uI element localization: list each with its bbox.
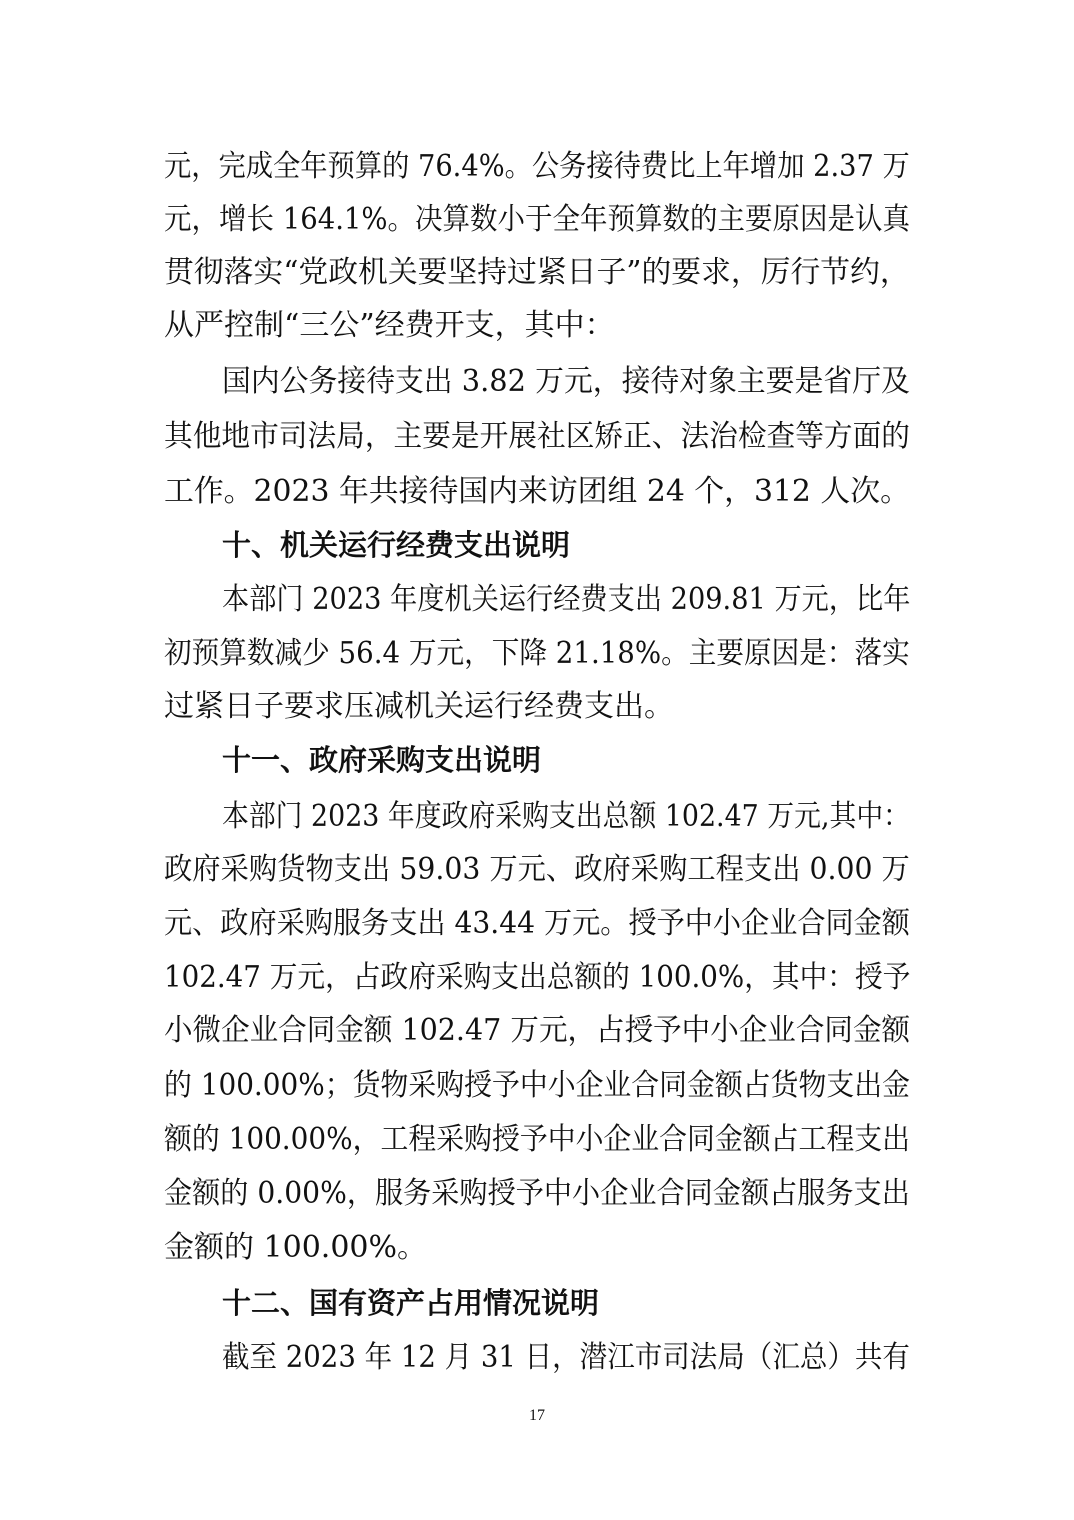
text-line: 贯彻落实“党政机关要坚持过紧日子”的要求，厉行节约， — [164, 255, 910, 290]
text-line: 初预算数减少 56.4 万元，下降 21.18%。主要原因是：落实 — [164, 636, 910, 671]
text-line: 额的 100.00%，工程采购授予中小企业合同金额占工程支出 — [164, 1122, 911, 1157]
text-line: 政府采购货物支出 59.03 万元、政府采购工程支出 0.00 万 — [164, 852, 910, 887]
text-line: 元、政府采购服务支出 43.44 万元。授予中小企业合同金额 — [164, 906, 910, 941]
page-number: 17 — [529, 1407, 545, 1424]
text-line: 其他地市司法局，主要是开展社区矫正、法治检查等方面的 — [164, 419, 910, 454]
text-line: 小微企业合同金额 102.47 万元，占授予中小企业合同金额 — [164, 1013, 911, 1048]
section-heading: 十一、政府采购支出说明 — [222, 743, 542, 777]
paragraph-start-line: 本部门 2023 年度机关运行经费支出 209.81 万元，比年 — [222, 582, 911, 617]
text-line: 工作。2023 年共接待国内来访团组 24 个，312 人次。 — [164, 474, 910, 509]
text-line: 过紧日子要求压减机关运行经费支出。 — [164, 689, 674, 724]
section-heading: 十二、国有资产占用情况说明 — [222, 1286, 600, 1320]
paragraph-start-line: 国内公务接待支出 3.82 万元，接待对象主要是省厅及 — [222, 364, 910, 399]
text-line: 元，完成全年预算的 76.4%。公务接待费比上年增加 2.37 万 — [164, 149, 910, 184]
paragraph-start-line: 截至 2023 年 12 月 31 日，潜江市司法局（汇总）共有 — [222, 1340, 910, 1375]
text-line: 从严控制“三公”经费开支，其中： — [164, 308, 615, 343]
paragraph-start-line: 本部门 2023 年度政府采购支出总额 102.47 万元,其中： — [222, 799, 910, 834]
text-line: 金额的 100.00%。 — [164, 1230, 428, 1265]
text-line: 元，增长 164.1%。决算数小于全年预算数的主要原因是认真 — [164, 202, 910, 237]
text-line: 的 100.00%；货物采购授予中小企业合同金额占货物支出金 — [164, 1068, 911, 1103]
text-line: 金额的 0.00%，服务采购授予中小企业合同金额占服务支出 — [164, 1176, 910, 1211]
section-heading: 十、机关运行经费支出说明 — [222, 528, 571, 562]
text-line: 102.47 万元，占政府采购支出总额的 100.0%，其中：授予 — [164, 960, 911, 995]
